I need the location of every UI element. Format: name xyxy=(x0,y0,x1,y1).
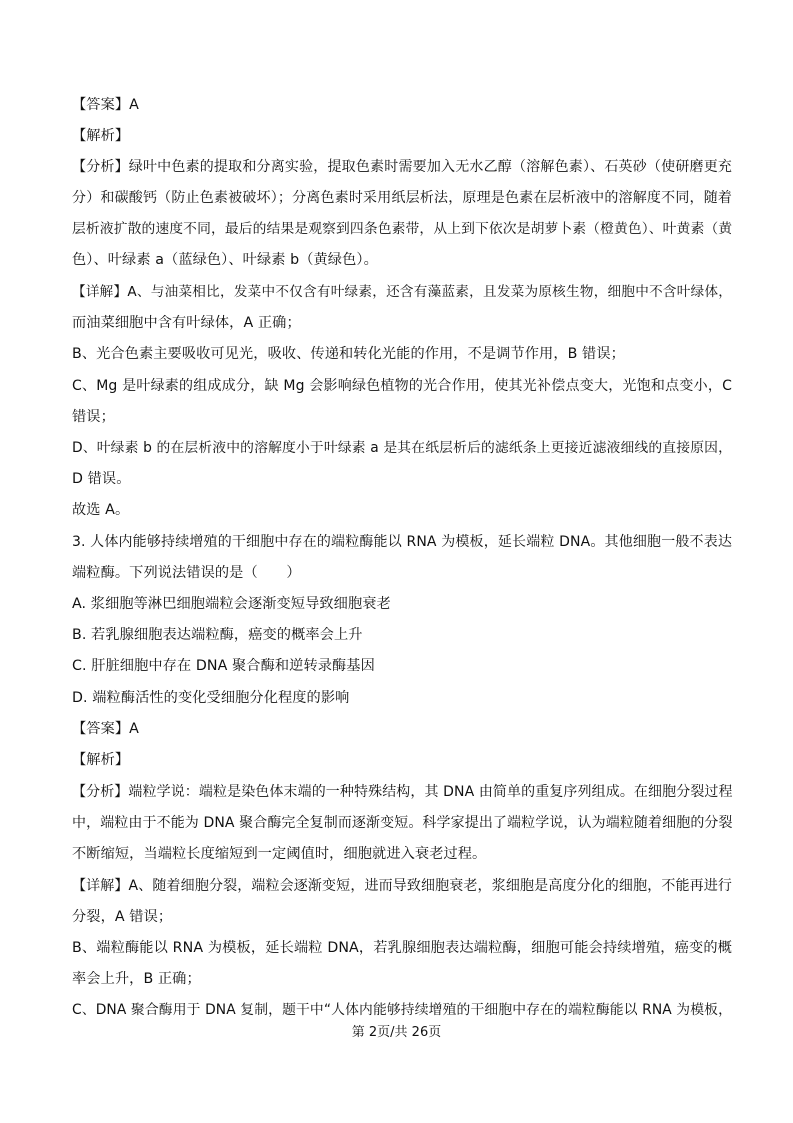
option-b: B. 若乳腺细胞表达端粒酶，癌变的概率会上升 xyxy=(72,627,363,643)
text-line: 【详解】A、与油菜相比，发菜中不仅含有叶绿素，还含有藻蓝素，且发菜为原核生物，细胞中不含叶绿体， xyxy=(72,284,732,300)
text-line: 层析液扩散的速度不同，最后的结果是观察到四条色素带，从上到下依次是胡萝卜素（橙黄色）、叶黄素（黄 xyxy=(72,221,733,237)
question-stem: 3. 人体内能够持续增殖的干细胞中存在的端粒酶能以 RNA 为模板，延长端粒 DNA。其他细胞一般不表达 xyxy=(72,534,732,550)
text-line: 而油菜细胞中含有叶绿体，A 正确； xyxy=(72,315,301,331)
text-line: 分裂，A 错误； xyxy=(72,909,173,925)
text-line: 分）和碳酸钙（防止色素被破坏）；分离色素时采用纸层析法，原理是色素在层析液中的溶解度不同，随着 xyxy=(72,190,732,206)
text-line: C、Mg 是叶绿素的组成成分，缺 Mg 会影响绿色植物的光合作用，使其光补偿点变大，光饱和点变小，C xyxy=(72,378,732,394)
text-line: B、光合色素主要吸收可见光，吸收、传递和转化光能的作用，不是调节作用，B 错误； xyxy=(72,346,625,362)
option-c: C. 肝脏细胞中存在 DNA 聚合酶和逆转录酶基因 xyxy=(72,658,375,674)
analysis-heading: 【解析】 xyxy=(72,752,130,768)
text-line: 【分析】绿叶中色素的提取和分离实验，提取色素时需要加入无水乙醇（溶解色素）、石英砂（使研磨更充 xyxy=(72,159,732,175)
page-number-footer: 第 2页/共 26页 xyxy=(351,1025,442,1040)
text-line: 中，端粒由于不能为 DNA 聚合酶完全复制而逐渐变短。科学家提出了端粒学说，认为端粒随着细胞的分裂 xyxy=(72,815,733,831)
option-d: D. 端粒酶活性的变化受细胞分化程度的影响 xyxy=(72,690,350,706)
text-line: 不断缩短，当端粒长度缩短到一定阈值时，细胞就进入衰老过程。 xyxy=(72,846,487,862)
text-line: 错误； xyxy=(72,409,115,425)
text-line: 【分析】端粒学说：端粒是染色体末端的一种特殊结构，其 DNA 由简单的重复序列组成。在细胞分裂过程 xyxy=(72,784,733,800)
text-line: D 错误。 xyxy=(72,471,131,487)
text-line: 率会上升，B 正确； xyxy=(72,971,201,987)
text-line: C、DNA 聚合酶用于 DNA 复制，题干中“人体内能够持续增殖的干细胞中存在的端粒酶能以 RNA 为模板， xyxy=(72,1002,732,1018)
text-line: 故选 A。 xyxy=(72,502,130,518)
text-line: 【详解】A、随着细胞分裂，端粒会逐渐变短，进而导致细胞衰老，浆细胞是高度分化的细胞，不能再进行 xyxy=(72,878,732,894)
text-line: 色）、叶绿素 a（蓝绿色）、叶绿素 b（黄绿色）。 xyxy=(72,252,378,268)
analysis-heading: 【解析】 xyxy=(72,128,130,144)
option-a: A. 浆细胞等淋巴细胞端粒会逐渐变短导致细胞衰老 xyxy=(72,596,391,612)
answer-label: 【答案】A xyxy=(72,97,139,113)
answer-label: 【答案】A xyxy=(72,721,139,737)
text-line: D、叶绿素 b 的在层析液中的溶解度小于叶绿素 a 是其在纸层析后的滤纸条上更接近滤液细线的直接原因， xyxy=(72,440,732,456)
question-stem: 端粒酶。下列说法错误的是（ ） xyxy=(72,565,301,581)
text-line: B、端粒酶能以 RNA 为模板，延长端粒 DNA，若乳腺细胞表达端粒酶，细胞可能会持续增殖，癌变的概 xyxy=(72,940,732,956)
